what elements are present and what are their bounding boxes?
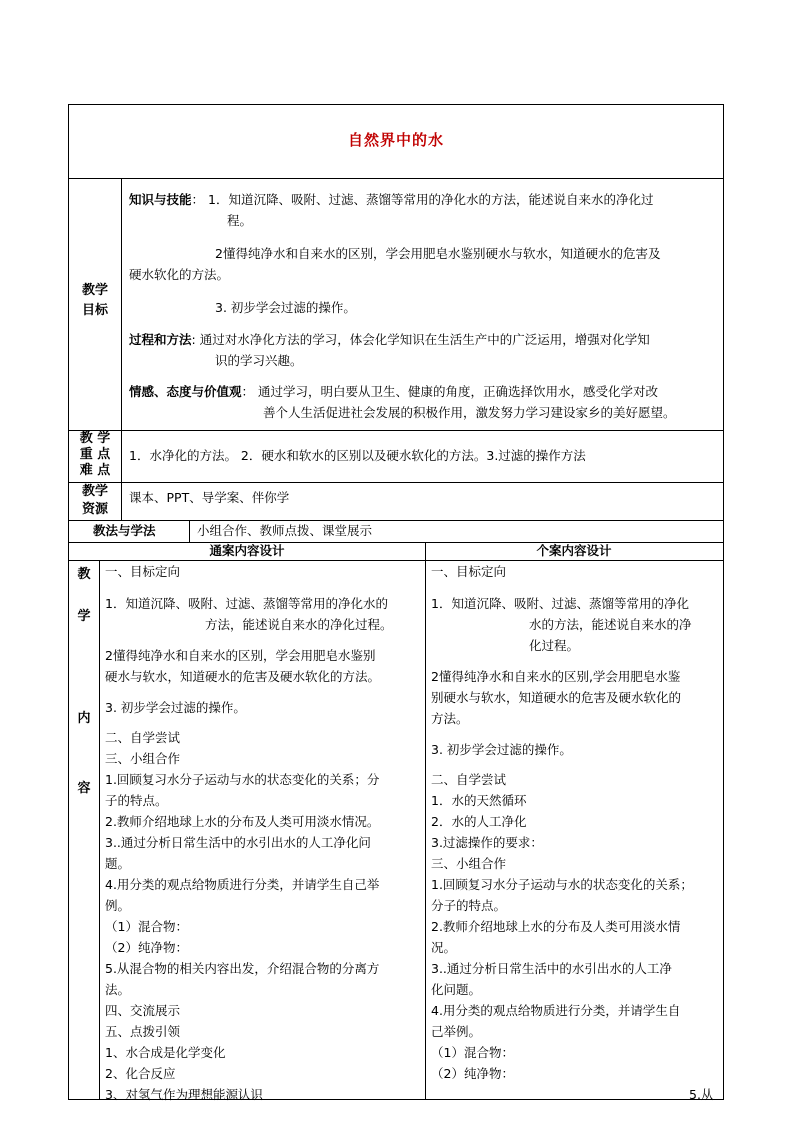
common-line: 子的特点。 xyxy=(105,793,168,808)
common-line: 例。 xyxy=(105,898,131,913)
personal-line: 化问题。 xyxy=(431,982,482,997)
common-line: 1．知道沉降、吸附、过滤、蒸馏等常用的净化水的 xyxy=(105,596,388,611)
side-label-2: 学 xyxy=(77,609,91,624)
resources-row xyxy=(69,483,723,521)
common-line: 题。 xyxy=(105,856,131,871)
personal-line: 方法。 xyxy=(431,711,469,726)
page-title: 自然界中的水 xyxy=(347,131,444,149)
process-text-a: 通过对水净化方法的学习，体会化学知识在生活生产中的广泛运用，增强对化学知 xyxy=(199,332,650,347)
title-row xyxy=(69,105,723,179)
knowledge-item-1a: 1．知道沉降、吸附、过滤、蒸馏等常用的净化水的方法，能述说自来水的净化过 xyxy=(208,192,654,207)
knowledge-item-2b: 硬水软化的方法。 xyxy=(129,267,230,282)
goals-label xyxy=(69,281,121,321)
resources-text: 课本、PPT、导学案、伴你学 xyxy=(129,490,290,505)
common-line: 2.教师介绍地球上水的分布及人类可用淡水情况。 xyxy=(105,814,380,829)
personal-line: 3. 初步学会过滤的操作。 xyxy=(431,742,572,757)
keypoints-text: 1．水净化的方法。 2．硬水和软水的区别以及硬水软化的方法。3.过滤的操作方法 xyxy=(129,448,586,463)
knowledge-label: 知识与技能 xyxy=(129,192,192,207)
resources-label xyxy=(69,483,121,519)
common-line: 五、点拨引领 xyxy=(105,1024,181,1039)
common-line: （1）混合物： xyxy=(105,919,188,934)
personal-line: 3..通过分析日常生活中的水引出水的人工净 xyxy=(431,961,672,976)
process-label: 过程和方法 xyxy=(129,332,192,347)
personal-line: 5.从 xyxy=(689,1087,714,1102)
side-label-3: 内 xyxy=(77,711,91,726)
common-line: 3. 初步学会过滤的操作。 xyxy=(105,700,246,715)
goals-row: 教学 目标 知识与技能： 1．知道沉降、吸附、过滤、蒸馏等常用的净化水的方法，能述说自来水的净化过 程。 2懂得纯净水和自来水的区别，学会用肥皂水鉴别硬水与软水，知道硬水的危害及 硬水软化的方法。 3. 初步学会过滤的操作。 过程和方法: 通过对水净化方法的学习，体会化学知识在生活生产中的广泛运用，增强对化学知 识的学习兴趣。 情感、态度与价值观： 通过学习，明白要从卫生、健康的角度，正确选择饮用水，感受化学对改 善个人生活促进社会发展的积极作用，激发努力学习建设家乡的美好愿望。 xyxy=(69,179,723,431)
personal-line: 己举例。 xyxy=(431,1024,482,1039)
side-label-4: 容 xyxy=(77,781,91,796)
knowledge-item-1b: 程。 xyxy=(227,213,253,228)
common-line: 4.用分类的观点给物质进行分类，并请学生自己举 xyxy=(105,877,380,892)
common-line: （2）纯净物： xyxy=(105,940,188,955)
content-header-row xyxy=(69,543,723,561)
personal-line: 分子的特点。 xyxy=(431,898,507,913)
process-text-b: 识的学习兴趣。 xyxy=(215,353,303,368)
common-line: 法。 xyxy=(105,982,131,997)
methods-label: 教法与学法 xyxy=(93,523,156,538)
personal-line: 2.教师介绍地球上水的分布及人类可用淡水情 xyxy=(431,919,681,934)
common-line: 二、自学尝试 xyxy=(105,730,181,745)
knowledge-item-2a: 2懂得纯净水和自来水的区别，学会用肥皂水鉴别硬水与软水，知道硬水的危害及 xyxy=(215,246,661,261)
common-line: 1.回顾复习水分子运动与水的状态变化的关系；分 xyxy=(105,772,380,787)
personal-line: 三、小组合作 xyxy=(431,856,507,871)
common-line: 硬水与软水，知道硬水的危害及硬水软化的方法。 xyxy=(105,669,381,684)
common-line: 2、化合反应 xyxy=(105,1066,176,1081)
common-line: 2懂得纯净水和自来水的区别，学会用肥皂水鉴别 xyxy=(105,648,376,663)
common-line: 5.从混合物的相关内容出发，介绍混合物的分离方 xyxy=(105,961,380,976)
personal-line: 别硬水与软水，知道硬水的危害及硬水软化的 xyxy=(431,690,682,705)
common-line: 3..通过分析日常生活中的水引出水的人工净化问 xyxy=(105,835,371,850)
personal-line: 1．水的天然循环 xyxy=(431,793,527,808)
personal-line: 1．知道沉降、吸附、过滤、蒸馏等常用的净化 xyxy=(431,596,689,611)
side-label-1: 教 xyxy=(77,567,91,582)
personal-header: 个案内容设计 xyxy=(536,543,612,558)
keypoints-row xyxy=(69,431,723,483)
knowledge-item-3: 3. 初步学会过滤的操作。 xyxy=(215,300,356,315)
personal-line: 1.回顾复习水分子运动与水的状态变化的关系； xyxy=(431,877,693,892)
personal-line: 4.用分类的观点给物质进行分类，并请学生自 xyxy=(431,1003,681,1018)
personal-line: 一、目标定向 xyxy=(431,564,507,579)
resources-label-1: 教学 xyxy=(81,484,108,499)
methods-text: 小组合作、教师点拨、课堂展示 xyxy=(197,523,373,538)
personal-line: 2懂得纯净水和自来水的区别,学会用肥皂水鉴 xyxy=(431,669,681,684)
common-line: 四、交流展示 xyxy=(105,1003,181,1018)
keypoints-label-2: 重 点 xyxy=(79,447,111,462)
keypoints-label xyxy=(69,431,121,479)
emotion-text-a: 通过学习，明白要从卫生、健康的角度，正确选择饮用水，感受化学对改 xyxy=(258,384,659,399)
common-line: 三、小组合作 xyxy=(105,751,181,766)
personal-line: 水的方法，能述说自来水的净 xyxy=(529,617,692,632)
common-line: 方法，能述说自来水的净化过程。 xyxy=(205,617,393,632)
lesson-plan-table xyxy=(68,104,724,1100)
goals-label-text-2: 目标 xyxy=(81,303,108,318)
emotion-label: 情感、态度与价值观 xyxy=(129,384,242,399)
common-line: 1、水合成是化学变化 xyxy=(105,1045,226,1060)
personal-line: 3.过滤操作的要求： xyxy=(431,835,543,850)
personal-line: （2）纯净物： xyxy=(431,1066,514,1081)
common-line: 一、目标定向 xyxy=(105,564,181,579)
emotion-text-b: 善个人生活促进社会发展的积极作用，激发努力学习建设家乡的美好愿望。 xyxy=(263,405,676,420)
resources-label-2: 资源 xyxy=(81,502,108,517)
keypoints-label-3: 难 点 xyxy=(79,463,111,478)
personal-line: （1）混合物： xyxy=(431,1045,514,1060)
personal-line: 化过程。 xyxy=(529,638,580,653)
goals-label-text: 教学 xyxy=(81,283,108,298)
common-header: 通案内容设计 xyxy=(209,543,285,558)
personal-line: 二、自学尝试 xyxy=(431,772,507,787)
personal-line: 2．水的人工净化 xyxy=(431,814,527,829)
common-line: 3、对氢气作为理想能源认识 xyxy=(105,1087,263,1102)
keypoints-label-1: 教 学 xyxy=(79,431,111,446)
personal-line: 况。 xyxy=(431,940,457,955)
